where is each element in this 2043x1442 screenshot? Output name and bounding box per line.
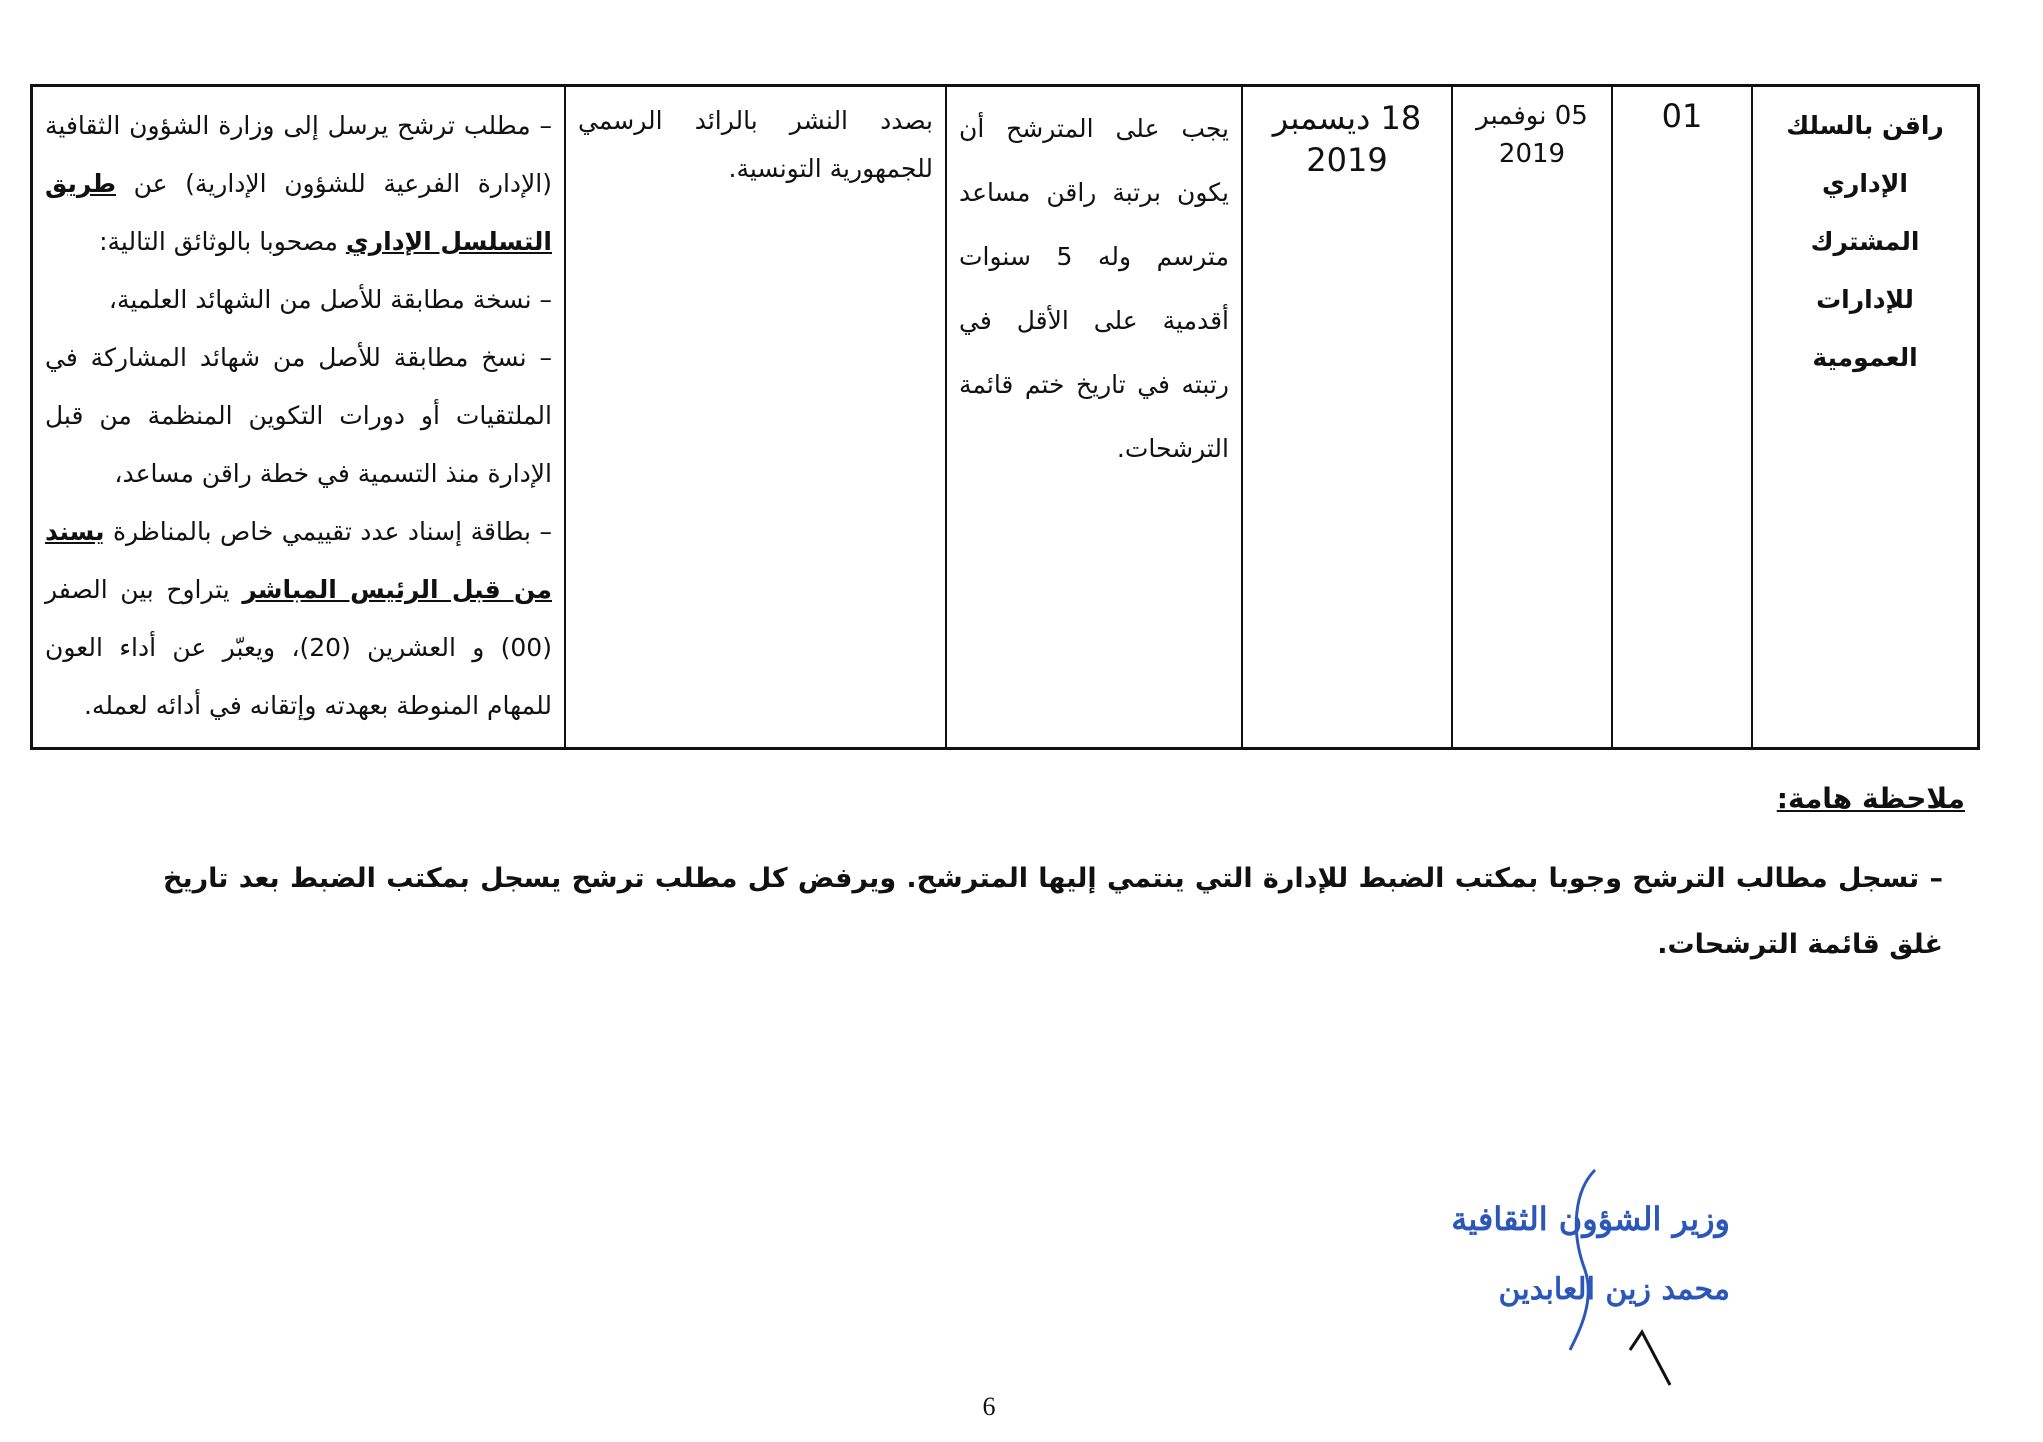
signature-name: محمد زين العابدين — [1498, 1272, 1730, 1307]
opening-date-cell: 05 نوفمبر 2019 — [1452, 86, 1612, 749]
grade-cell: راقن بالسلك الإداري المشترك للإدارات العمومية — [1752, 86, 1979, 749]
page-number: 6 — [982, 1392, 996, 1421]
documents-text: – مطلب ترشح يرسل إلى وزارة الشؤون الثقافية (الإدارة الفرعية للشؤون الإدارية) عن — [45, 111, 552, 198]
table-row — [32, 86, 1979, 749]
documents-line-evaluation — [45, 503, 552, 735]
documents-line-certificates: – نسخ مطابقة للأصل من شهائد المشاركة في الملتقيات أو دورات التكوين المنظمة من قبل الإدارة منذ التسمية في خطة راقن مساعد، — [45, 343, 552, 488]
note-title: ملاحظة هامة: — [1776, 782, 1965, 815]
conditions-cell: يجب على المترشح أن يكون برتبة راقن مساعد مترسم وله 5 سنوات أقدمية على الأقل في رتبته في تاريخ ختم قائمة الترشحات. — [946, 86, 1242, 749]
signature-title: وزير الشؤون الثقافية — [1451, 1200, 1730, 1238]
note-body: – تسجل مطالب الترشح وجوبا بمكتب الضبط للإدارة التي ينتمي إليها المترشح. ويرفض كل مطلب ترشح يسجل بمكتب الضبط بعد تاريخ غلق قائمة الترشحات. — [163, 863, 1943, 960]
competition-table — [30, 84, 1980, 750]
documents-text: يتراوح بين الصفر (00) و العشرين (20)، ويعبّر عن أداء العون للمهام المنوطة بعهدته وإتقانه في أدائه لعمله. — [45, 575, 552, 720]
signature-block — [1380, 1160, 1740, 1400]
documents-line-diplomas: – نسخة مطابقة للأصل من الشهائد العلمية، — [108, 285, 552, 314]
publication-cell: بصدد النشر بالرائد الرسمي للجمهورية التونسية. — [565, 86, 946, 749]
documents-line-request — [45, 97, 552, 271]
documents-cell — [32, 86, 566, 749]
documents-text: مصحوبا بالوثائق التالية: — [99, 227, 346, 256]
documents-emphasis: طريق التسلسل الإداري — [45, 169, 552, 256]
positions-count-cell: 01 — [1612, 86, 1752, 749]
closing-date-cell: 18 ديسمبر 2019 — [1242, 86, 1452, 749]
documents-emphasis: يسند من قبل الرئيس المباشر — [45, 517, 552, 604]
documents-text: – بطاقة إسناد عدد تقييمي خاص بالمناظرة — [104, 517, 552, 546]
